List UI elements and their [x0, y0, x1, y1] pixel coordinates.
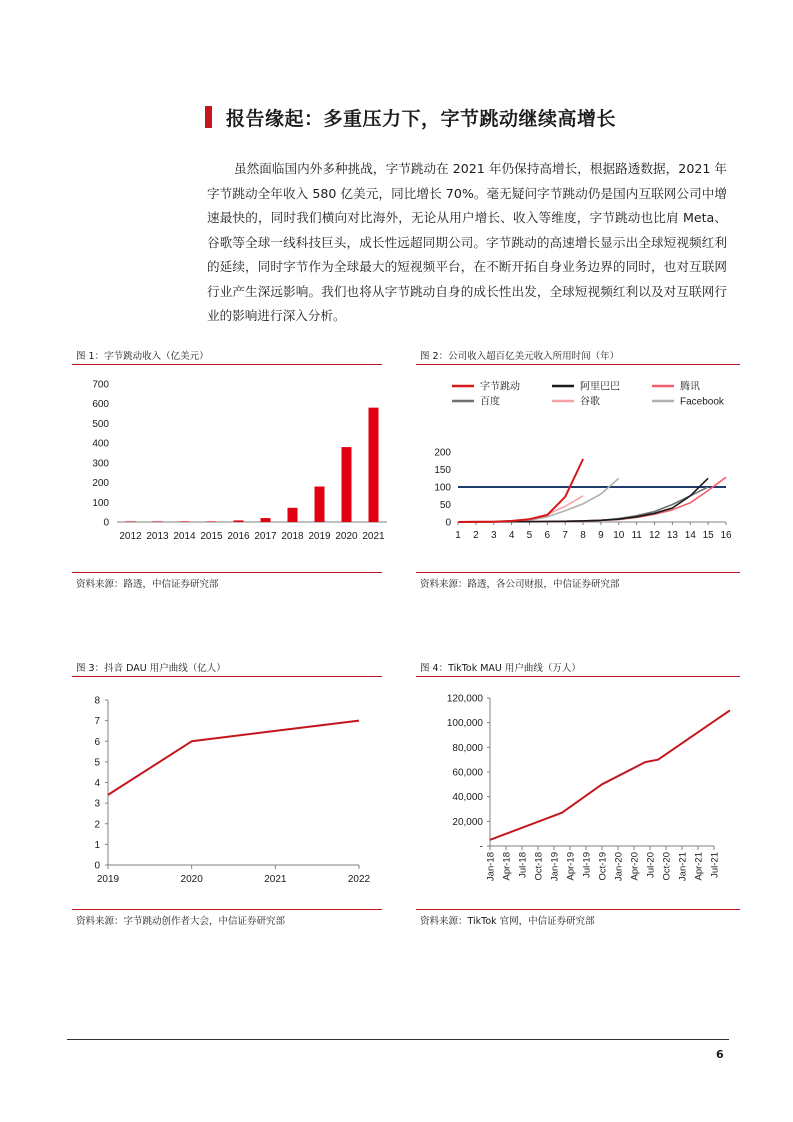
fig2-xtick-label: 9 [598, 530, 604, 541]
fig2-legend-label-2: 腾讯 [680, 381, 700, 393]
fig1-bar-2014 [180, 521, 190, 522]
intro-paragraph: 虽然面临国内外多种挑战，字节跳动在 2021 年仍保持高增长，根据路透数据，2021 年字节跳动全年收入 580 亿美元，同比增长 70%。毫无疑问字节跳动仍是国内互联网公司中增速最快的，同时我们横向对比海外，无论从用户增长、收入等维度，字节跳动也比肩 Meta、谷歌等全球一线科技巨头，成长性远超同期公司。字节跳动的高速增长显示出全球短视频红利的延续，同时字节作为全球最大的短视频平台，在不断开拓自身业务边界的同时，也对互联网行业产生深远影响。我们也将从字节跳动自身的成长性出发，全球短视频红利以及对互联网行业的影响进行深入分析。 [207, 161, 727, 323]
fig1-xtick-label: 2020 [335, 531, 358, 542]
fig4-xtick-label: Oct-20 [661, 852, 673, 881]
fig1-xtick-label: 2014 [173, 531, 196, 542]
fig3-top-rule [72, 676, 382, 677]
fig1-ytick-label: 0 [103, 517, 109, 529]
fig1-xtick-label: 2016 [227, 531, 250, 542]
fig3-xtick-label: 2019 [96, 874, 120, 885]
fig1-xtick-label: 2013 [146, 531, 169, 542]
fig2-xtick-label: 11 [631, 530, 642, 541]
fig3-ytick-label: 4 [94, 778, 100, 789]
fig1-xtick-label: 2018 [281, 531, 304, 542]
intro-text [207, 157, 727, 329]
fig3-ytick-label: 1 [94, 839, 100, 851]
fig2-title: 图 2：公司收入超百亿美元收入所用时间（年） [420, 351, 620, 362]
fig4-ytick-label: 120,000 [446, 693, 483, 705]
fig3-ytick-label: 3 [94, 798, 100, 810]
fig4-xtick-label: Apr-18 [501, 852, 513, 881]
section-title: 报告缘起：多重压力下，字节跳动继续高增长 [226, 107, 617, 130]
fig1-ytick-label: 500 [92, 418, 109, 430]
fig3-ytick-label: 8 [94, 695, 100, 707]
fig3-series-line [108, 721, 359, 795]
fig2-ytick-label: 150 [434, 465, 451, 476]
fig2-source: 资料来源：路透，各公司财报，中信证券研究部 [420, 579, 620, 590]
fig1-ytick-label: 200 [92, 478, 109, 490]
footer-rule [67, 1039, 729, 1040]
fig3-source: 资料来源：字节跳动创作者大会，中信证券研究部 [76, 916, 286, 927]
fig1-bottom-rule [72, 572, 382, 573]
fig2-legend-label-5: Facebook [680, 396, 724, 408]
fig1-xtick-label: 2012 [119, 531, 142, 542]
fig4-xtick-label: Apr-21 [693, 852, 705, 881]
fig2-ytick-label: 200 [434, 447, 451, 459]
fig3-title: 图 3：抖音 DAU 用户曲线（亿人） [76, 663, 226, 674]
fig1-ytick-label: 300 [92, 458, 109, 470]
fig2-series-line-4 [458, 496, 583, 522]
fig4-xtick-label: Jul-18 [517, 852, 529, 878]
fig1-source: 资料来源：路透，中信证券研究部 [76, 579, 219, 590]
section-header [205, 102, 616, 132]
fig4-bottom-rule [416, 909, 740, 910]
fig2-xtick-label: 4 [508, 530, 515, 541]
fig1-bar-2015 [207, 521, 217, 522]
fig1-bar-2020 [342, 447, 352, 522]
fig4-ytick-label: 80,000 [452, 742, 483, 754]
fig1-chart [72, 370, 392, 570]
fig2-xtick-label: 16 [720, 530, 732, 541]
fig2-legend-label-1: 阿里巴巴 [580, 381, 620, 393]
fig2-series-line-0 [458, 459, 583, 522]
fig4-xtick-label: Jul-19 [581, 852, 593, 878]
fig3-ytick-label: 0 [94, 860, 100, 872]
fig1-ytick-label: 400 [92, 438, 109, 450]
fig1-bar-2021 [369, 408, 379, 522]
fig4-title: 图 4：TikTok MAU 用户曲线（万人） [420, 663, 581, 674]
fig2-xtick-label: 15 [702, 530, 714, 541]
fig1-bar-2016 [234, 520, 244, 522]
fig2-legend-label-3: 百度 [480, 396, 500, 408]
fig4-ytick-label: 60,000 [452, 767, 483, 779]
fig4-xtick-label: Oct-19 [597, 852, 609, 881]
fig2-ytick-label: 0 [445, 517, 451, 529]
fig2-series-line-1 [458, 478, 708, 522]
fig3-bottom-rule [72, 909, 382, 910]
fig4-xtick-label: Jan-21 [677, 852, 689, 882]
fig2-xtick-label: 7 [562, 530, 568, 541]
fig2-bottom-rule [416, 572, 740, 573]
fig3-ytick-label: 7 [94, 716, 100, 728]
fig1-bar-2012 [126, 521, 136, 522]
fig2-xtick-label: 6 [544, 530, 551, 541]
fig4-xtick-label: Apr-20 [629, 852, 641, 881]
page-number: 6 [716, 1048, 724, 1061]
fig1-xtick-label: 2015 [200, 531, 223, 542]
fig2-xtick-label: 3 [490, 530, 497, 541]
fig1-bar-2013 [153, 521, 163, 522]
fig3-xtick-label: 2022 [347, 874, 371, 885]
fig3-ytick-label: 5 [94, 757, 100, 769]
fig4-xtick-label: Jul-20 [645, 852, 657, 878]
fig2-top-rule [416, 364, 740, 365]
fig1-xtick-label: 2019 [308, 531, 331, 542]
fig4-xtick-label: Jul-21 [709, 852, 721, 878]
fig2-ytick-label: 100 [434, 482, 451, 494]
fig4-xtick-label: Apr-19 [565, 852, 577, 881]
fig4-xtick-label: Jan-18 [485, 852, 497, 882]
fig1-xtick-label: 2017 [254, 531, 277, 542]
fig4-xtick-label: Jan-20 [613, 852, 625, 882]
fig2-xtick-label: 14 [684, 530, 696, 541]
fig1-bar-2019 [315, 487, 325, 522]
fig4-ytick-label: - [479, 841, 483, 853]
fig2-xtick-label: 12 [648, 530, 661, 541]
title-accent-bar [205, 106, 212, 128]
fig1-xtick-label: 2021 [362, 531, 385, 542]
fig2-xtick-label: 5 [526, 530, 533, 541]
fig1-top-rule [72, 364, 382, 365]
fig3-xtick-label: 2020 [180, 874, 203, 885]
fig2-xtick-label: 13 [666, 530, 678, 541]
fig2-legend-label-0: 字节跳动 [480, 381, 520, 393]
fig4-ytick-label: 100,000 [446, 718, 483, 730]
fig2-legend-label-4: 谷歌 [580, 396, 600, 408]
fig4-chart [416, 686, 741, 908]
fig1-ytick-label: 100 [92, 497, 109, 509]
fig4-xtick-label: Jan-19 [549, 852, 561, 882]
fig4-top-rule [416, 676, 740, 677]
fig1-bar-2017 [261, 518, 271, 522]
fig1-title: 图 1：字节跳动收入（亿美元） [76, 351, 209, 362]
fig1-ytick-label: 700 [92, 379, 109, 391]
fig1-ytick-label: 600 [92, 399, 109, 411]
fig2-series-line-5 [458, 478, 619, 522]
fig3-xtick-label: 2021 [264, 874, 287, 885]
fig2-chart [416, 370, 741, 570]
fig1-bar-2018 [288, 508, 298, 522]
fig2-xtick-label: 1 [455, 530, 461, 541]
fig2-xtick-label: 2 [473, 530, 479, 541]
fig2-ytick-label: 50 [439, 500, 451, 511]
fig3-ytick-label: 6 [94, 736, 100, 748]
fig4-source: 资料来源：TikTok 官网，中信证券研究部 [420, 916, 595, 927]
fig3-ytick-label: 2 [94, 819, 100, 831]
fig2-xtick-label: 10 [613, 530, 625, 541]
fig3-chart [72, 686, 392, 906]
fig2-xtick-label: 8 [580, 530, 586, 541]
fig4-ytick-label: 20,000 [452, 816, 483, 828]
fig4-ytick-label: 40,000 [452, 792, 483, 804]
fig4-xtick-label: Oct-18 [533, 852, 545, 881]
fig4-series-line [490, 710, 730, 840]
